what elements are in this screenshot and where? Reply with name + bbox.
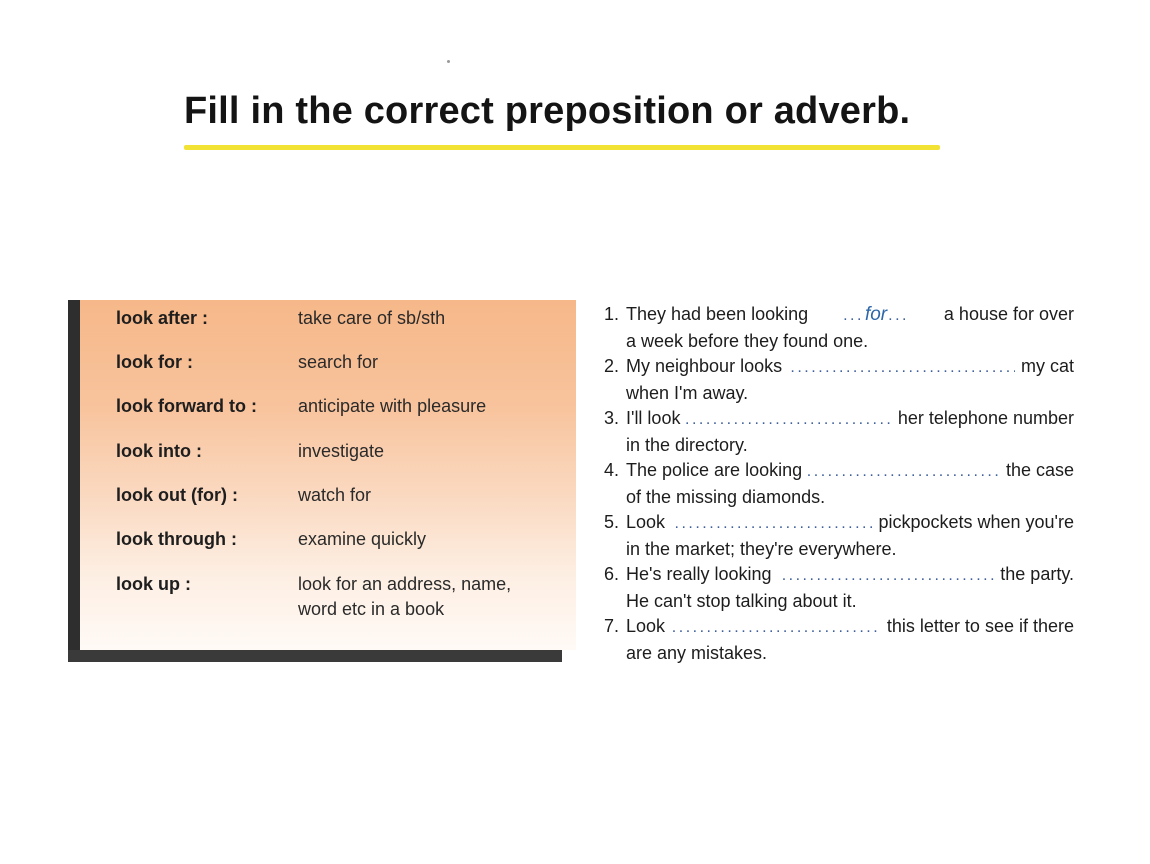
- page-title: Fill in the correct preposition or adverb.: [184, 90, 911, 132]
- answer-blank[interactable]: [788, 355, 1015, 381]
- exercise-number: 7.: [604, 616, 620, 636]
- definition-term: look forward to :: [116, 396, 257, 416]
- box-left-border: [68, 300, 80, 662]
- exercise-text-continued: in the directory.: [626, 434, 748, 455]
- exercise-text-continued: when I'm away.: [626, 382, 749, 403]
- exercise-text-before: Look: [626, 512, 666, 532]
- exercise-number: 4.: [604, 460, 620, 480]
- definition-meaning: examine quickly: [298, 529, 427, 549]
- exercise-number: 3.: [604, 408, 620, 428]
- answer-text: for: [864, 304, 888, 325]
- exercise-text-continued: a week before they found one.: [626, 330, 869, 351]
- box-bottom-border: [68, 650, 562, 662]
- exercise-text-after: this letter to see if there: [886, 616, 1074, 636]
- exercise-item: [604, 510, 1074, 562]
- answer-blank[interactable]: [671, 615, 881, 641]
- definition-meaning: search for: [298, 352, 379, 372]
- exercise-text-before: The police are looking: [626, 460, 803, 480]
- definition-term: look through :: [116, 529, 237, 549]
- definition-term: look into :: [116, 441, 202, 461]
- exercise-text-after: a house for over: [943, 304, 1074, 324]
- exercise-list: [604, 302, 1074, 666]
- exercise-number: 5.: [604, 512, 620, 532]
- definition-meaning: watch for: [298, 485, 372, 505]
- exercise-text-before: He's really looking: [626, 564, 772, 584]
- exercise-item: [604, 614, 1074, 666]
- definition-term: look up :: [116, 574, 191, 594]
- exercise-text-after: the party.: [1000, 564, 1074, 584]
- exercise-text-continued: are any mistakes.: [626, 642, 768, 663]
- definition-meaning: look for an address, name, word etc in a book: [298, 574, 512, 619]
- answer-blank[interactable]: [778, 563, 995, 589]
- exercise-text-before: They had been looking: [626, 304, 809, 324]
- exercise-text-continued: in the market; they're everywhere.: [626, 538, 897, 559]
- exercise-item: [604, 354, 1074, 406]
- exercise-number: 1.: [604, 304, 620, 324]
- exercise-text-before: I'll look: [626, 408, 681, 428]
- scan-speck: [447, 60, 450, 63]
- exercise-item: [604, 458, 1074, 510]
- definition-term: look after :: [116, 308, 209, 328]
- exercise-item: [604, 562, 1074, 614]
- definition-term: look out (for) :: [116, 485, 238, 505]
- exercise-text-after: pickpockets when you're: [878, 512, 1074, 532]
- exercise-text-after: her telephone number: [897, 408, 1074, 428]
- exercise-text-before: My neighbour looks: [626, 356, 783, 376]
- exercise-text-before: Look: [626, 616, 666, 636]
- exercise-text-after: my cat: [1020, 356, 1074, 376]
- title-underline: [184, 145, 940, 150]
- exercise-text-continued: He can't stop talking about it.: [626, 590, 857, 611]
- exercise-number: 6.: [604, 564, 620, 584]
- definition-meaning: take care of sb/sth: [298, 308, 446, 328]
- exercise-item: [604, 406, 1074, 458]
- exercise-text-after: the case: [1005, 460, 1074, 480]
- exercise-item: [604, 302, 1074, 354]
- exercise-number: 2.: [604, 356, 620, 376]
- definition-term: look for :: [116, 352, 193, 372]
- answer-blank[interactable]: ... for ...: [814, 302, 938, 329]
- definitions-box: [68, 300, 576, 662]
- answer-blank[interactable]: [686, 407, 891, 433]
- definition-meaning: investigate: [298, 441, 385, 461]
- answer-blank[interactable]: [671, 511, 872, 537]
- answer-blank[interactable]: [808, 459, 1000, 485]
- exercise-text-continued: of the missing diamonds.: [626, 486, 826, 507]
- definition-meaning: anticipate with pleasure: [298, 396, 487, 416]
